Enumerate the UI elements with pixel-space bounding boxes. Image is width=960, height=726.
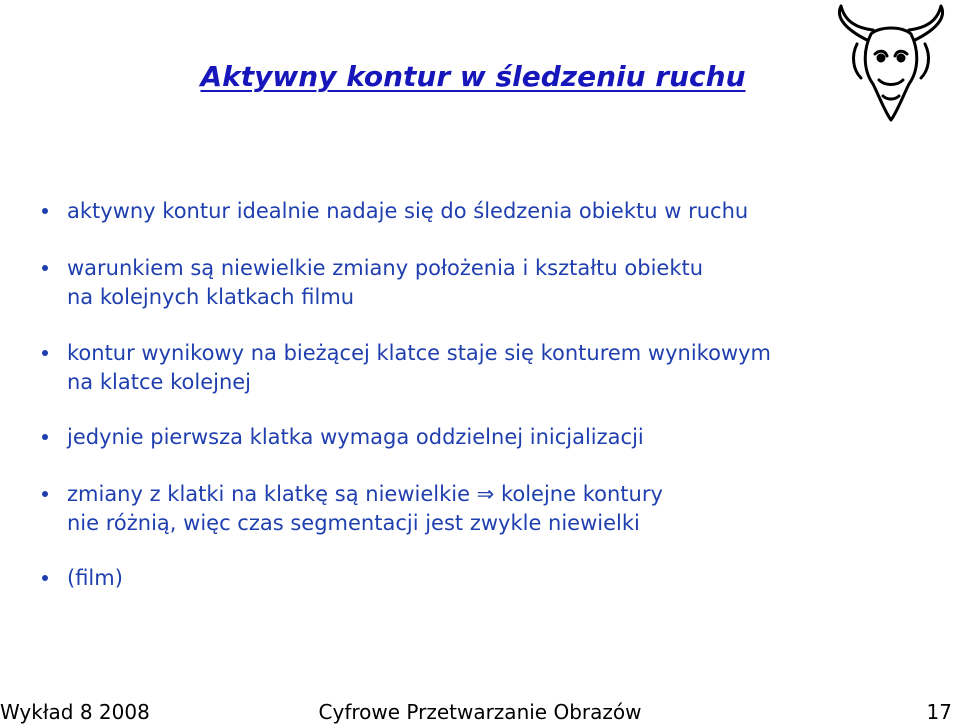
bullet-item (42, 480, 922, 538)
bullet-line: nie różnią, więc czas segmentacji jest zwykle niewielki (67, 511, 640, 535)
bullet-line: (film) (67, 566, 123, 590)
bullet-item (42, 254, 922, 312)
bullet-dot (42, 208, 48, 214)
bullet-item (42, 339, 922, 397)
bullet-dot (42, 575, 48, 581)
footer-course-title: Cyfrowe Przetwarzanie Obrazów (318, 700, 642, 724)
bullet-line: zmiany z klatki na klatkę są niewielkie ⇒ kolejne kontury (67, 482, 663, 506)
bullet-line: warunkiem są niewielkie zmiany położenia i kształtu obiektu (67, 256, 704, 280)
gnu-head-icon (827, 0, 955, 124)
bullet-line: na klatce kolejnej (67, 370, 252, 394)
bullet-dot (42, 434, 48, 440)
bullet-line: na kolejnych klatkach filmu (67, 285, 355, 309)
bullet-item (42, 564, 922, 593)
footer-lecture: Wykład 8 2008 (0, 700, 150, 724)
slide-footer (0, 698, 960, 726)
slide-title: Aktywny kontur w śledzeniu ruchu (200, 60, 746, 93)
bullet-line: jedynie pierwsza klatka wymaga oddzielnej inicjalizacji (67, 425, 644, 449)
bullet-dot (42, 491, 48, 497)
bullet-item (42, 423, 922, 452)
bullet-line: kontur wynikowy na bieżącej klatce staje się konturem wynikowym (67, 341, 772, 365)
bullet-item (42, 197, 922, 226)
footer-page-number: 17 (926, 700, 952, 724)
bullet-line: aktywny kontur idealnie nadaje się do śledzenia obiektu w ruchu (67, 199, 749, 223)
bullet-dot (42, 265, 48, 271)
bullet-dot (42, 350, 48, 356)
